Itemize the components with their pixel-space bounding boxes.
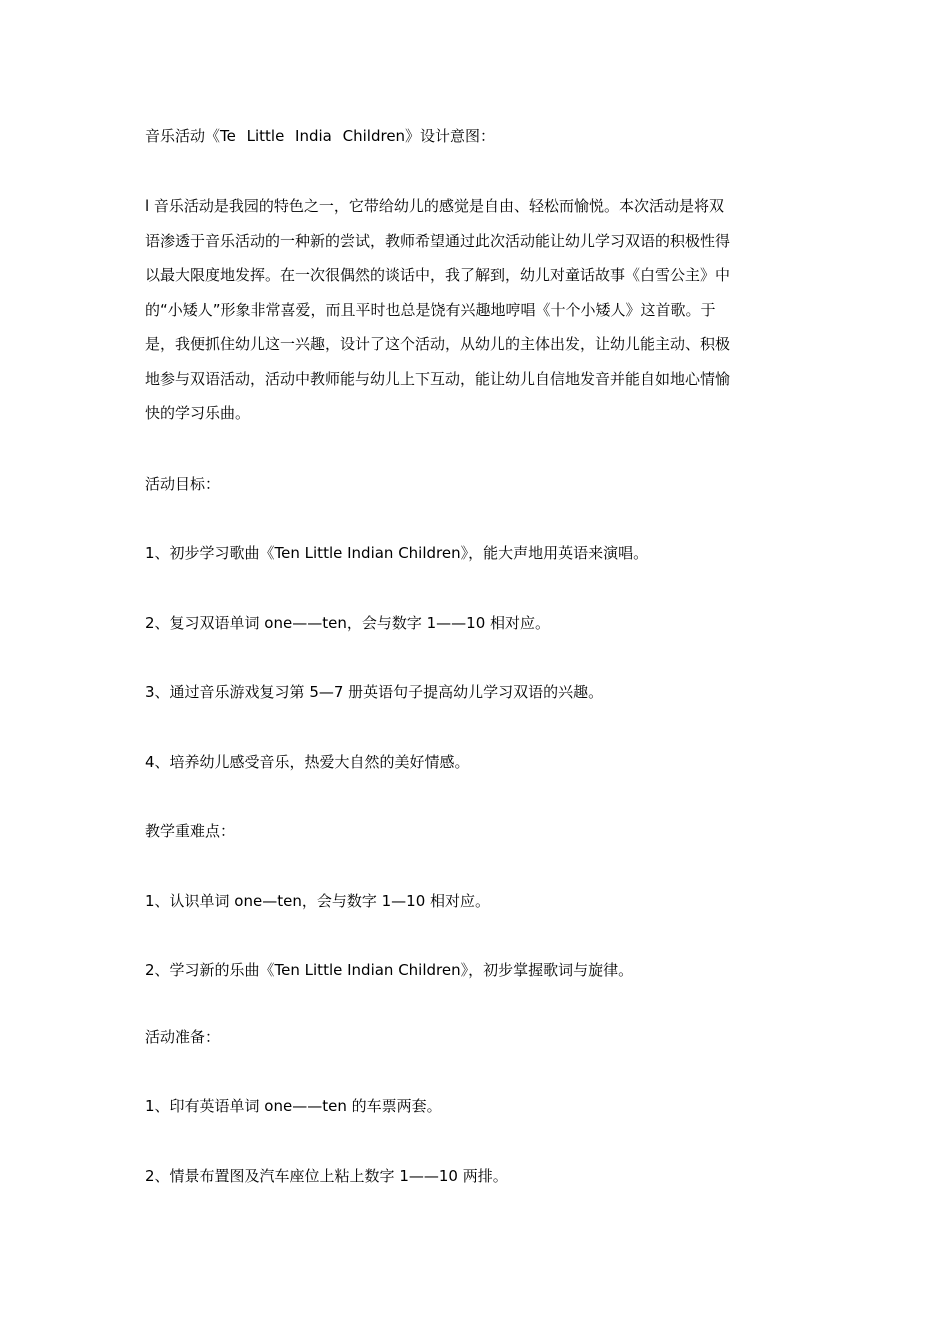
goal-item: 2、复习双语单词 one——ten，会与数字 1——10 相对应。 <box>145 614 551 632</box>
intro-line: 快的学习乐曲。 <box>145 404 251 422</box>
intro-paragraph <box>145 189 800 431</box>
key-point-item: 2、学习新的乐曲《Ten Little Indian Children》，初步掌握歌词与旋律。 <box>145 961 634 979</box>
intro-line: 地参与双语活动，活动中教师能与幼儿上下互动，能让幼儿自信地发音并能自如地心情愉 <box>145 369 731 388</box>
goals-heading: 活动目标： <box>145 475 221 493</box>
preparation-item: 1、印有英语单词 one——ten 的车票两套。 <box>145 1097 442 1115</box>
goal-item: 1、初步学习歌曲《Ten Little Indian Children》，能大声地用英语来演唱。 <box>145 544 649 562</box>
key-point-item: 1、认识单词 one—ten，会与数字 1—10 相对应。 <box>145 892 491 910</box>
preparation-heading: 活动准备： <box>145 1028 221 1046</box>
key-points-heading: 教学重难点： <box>145 822 236 840</box>
intro-line: 的“小矮人”形象非常喜爱，而且平时也总是饶有兴趣地哼唱《十个小矮人》这首歌。于 <box>145 300 716 319</box>
intro-line: 以最大限度地发挥。在一次很偶然的谈话中，我了解到，幼儿对童话故事《白雪公主》中 <box>145 266 731 284</box>
goal-item: 3、通过音乐游戏复习第 5—7 册英语句子提高幼儿学习双语的兴趣。 <box>145 683 604 701</box>
intro-line: 语渗透于音乐活动的一种新的尝试，教师希望通过此次活动能让幼儿学习双语的积极性得 <box>145 231 731 250</box>
document-title: 音乐活动《Te Little India Children》设计意图： <box>145 127 496 145</box>
document-page <box>145 0 800 1344</box>
preparation-item: 2、情景布置图及汽车座位上粘上数字 1——10 两排。 <box>145 1167 508 1185</box>
goal-item: 4、培养幼儿感受音乐，热爱大自然的美好情感。 <box>145 753 470 771</box>
intro-line: l 音乐活动是我园的特色之一，它带给幼儿的感觉是自由、轻松而愉悦。本次活动是将双 <box>145 197 724 215</box>
intro-line: 是，我便抓住幼儿这一兴趣，设计了这个活动，从幼儿的主体出发，让幼儿能主动、积极 <box>145 335 731 353</box>
